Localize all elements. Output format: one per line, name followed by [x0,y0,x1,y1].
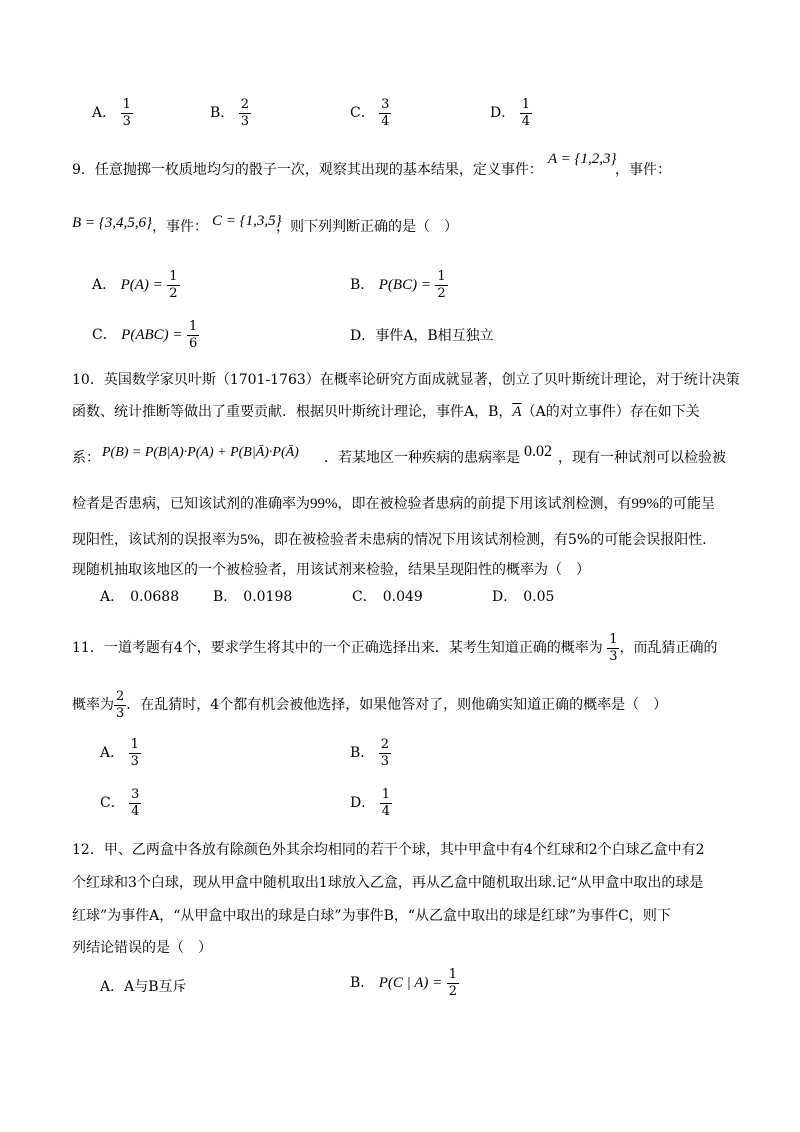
q9-option-d: D．事件A，B相互独立 [350,328,494,344]
q11-option-a: A． $\frac{1}{3}$ [100,737,139,769]
fraction: $\frac{1}{3}$ [130,737,139,769]
q12-line4: 列结论错误的是（ ） [72,940,212,956]
q11-option-c: C． $\frac{3}{4}$ [100,787,140,819]
q10-line3-mid: ．若某地区一种疾病的患病率是 [324,450,520,466]
q10-line3-lead: 系： [72,450,100,466]
q9-set-b: B = {3,4,5,6} [72,215,153,231]
fraction: $\frac{1}{2}$ [437,269,446,301]
fraction: $\frac{1}{3}$ [122,97,131,129]
q11-line2: 概率为 $\frac{2}{3}$ ．在乱猜时，4个都有机会被他选择，如果他答对了，则他确实知道正确的概率是（ ） [72,689,668,721]
q8-option-a [92,98,133,128]
q11-line1: 11．一道考题有4个，要求学生将其中的一个正确选择出来．某考生知道正确的概率为 $\frac{1}{3}$ ，而乱猜正确的 [72,632,718,664]
q8-option-c [350,98,391,128]
fraction: $\frac{1}{4}$ [521,97,530,129]
q9-line2-text: ，事件： [152,219,208,235]
q9-set-a: A = {1,2,3} [548,151,617,167]
q9-set-c: C = {1,3,5} [212,213,282,229]
q9-line1-text: 9．任意抛掷一枚质地均匀的骰子一次，观察其出现的基本结果，定义事件： [72,162,543,178]
fraction: $\frac{2}{3}$ [240,97,250,129]
q10-rate: 0.02 [524,443,552,460]
q10-line2: 函数、统计推断等做出了重要贡献．根据贝叶斯统计理论，事件A，B，$\overline{A}(A$的对立事件）存在如下关 [72,404,700,420]
q10-option-b: B． 0.0198 [213,589,293,605]
q12-line3: 红球”为事件A，“从甲盒中取出的球是白球”为事件B，“从乙盒中取出的球是红球”为事件C，则下 [72,908,671,924]
q10-option-d: D． 0.05 [492,589,555,605]
fraction: $\frac{1}{6}$ [188,319,198,351]
q12-line1: 12．甲、乙两盒中各放有除颜色外其余均相同的若干个球，其中甲盒中有4个红球和2个白球乙盒中有2 [72,842,705,858]
q9-option-c: C． P(ABC) = $\frac{1}{6}$ [92,319,198,351]
fraction: $\frac{3}{4}$ [131,787,140,819]
q10-option-c: C． 0.049 [352,589,423,605]
fraction: $\frac{1}{2}$ [448,967,458,999]
fraction: $\frac{2}{3}$ [380,737,390,769]
q10-line6: 现随机抽取该地区的一个被检验者，用该试剂来检验，结果呈现阳性的概率为（ ） [72,562,590,578]
q10-line4: 检者是否患病，已知该试剂的准确率为99%，即在被检验者患病的前提下用该试剂检测，有99%的可能呈 [72,496,715,512]
q12-line2: 个红球和3个白球，现从甲盒中随机取出1球放入乙盒，再从乙盒中随机取出球.记“从甲盒中取出的球是 [72,875,704,891]
option-label: D． [490,105,516,122]
option-label: A． [92,105,117,122]
q9-line2-tail: ，则下列判断正确的是（ ） [276,219,458,235]
q10-line3-tail: ，现有一种试剂可以检验被 [558,450,726,466]
option-label: C． [350,105,375,122]
fraction: $\frac{3}{4}$ [381,97,390,129]
fraction: $\frac{2}{3}$ [116,689,125,721]
q12-option-b: B． P(C | A) = $\frac{1}{2}$ [350,967,458,999]
fraction: $\frac{1}{2}$ [169,269,178,301]
option-label: B． [210,105,235,122]
q10-line5: 现阳性，该试剂的误报率为5%，即在被检验者未患病的情况下用该试剂检测，有5%的可能会误报阳性． [72,532,717,548]
fraction: $\frac{1}{3}$ [609,632,618,664]
q10-bayes-formula: P(B) = P(B|A)·P(A) + P(B|Ā)·P(Ā) [102,445,299,460]
q11-option-d: D． $\frac{1}{4}$ [350,787,390,819]
q9-option-b: B． P(BC) = $\frac{1}{2}$ [350,269,446,301]
q12-option-a: A．A与B互斥 [100,979,187,995]
fraction: $\frac{1}{4}$ [381,787,390,819]
q10-line1: 10．英国数学家贝叶斯（1701-1763）在概率论研究方面成就显著，创立了贝叶斯统计理论，对于统计决策 [72,372,740,388]
q10-option-a: A． 0.0688 [100,589,180,605]
q9-line1-tail: ，事件： [615,162,671,178]
q8-option-d [490,98,532,128]
q11-option-b: B． $\frac{2}{3}$ [350,737,390,769]
q9-option-a: A． P(A) = $\frac{1}{2}$ [92,269,178,301]
q8-option-b [210,98,251,128]
